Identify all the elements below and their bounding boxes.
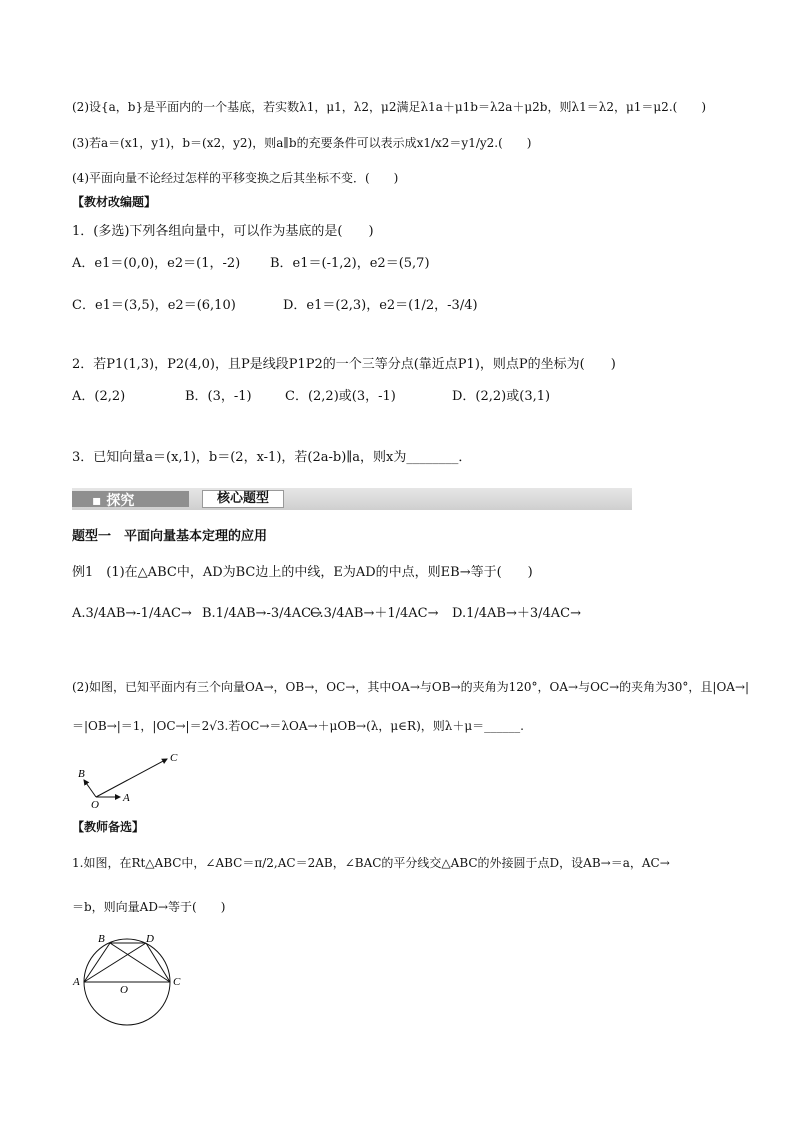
problem1-stem: 1．(多选)下列各组向量中，可以作为基底的是( ) (72, 224, 374, 239)
section-banner (72, 488, 632, 510)
problem2-option-a: A．(2,2) (72, 389, 126, 404)
problem2-stem: 2．若P1(1,3)，P2(4,0)，且P是线段P1P2的一个三等分点(靠近点P1)，则点P的坐标为( ) (72, 357, 616, 372)
problem1-option-d: D．e1＝(2,3)，e2＝(1/2，-3/4) (283, 298, 478, 313)
judge-q3: (3)若a＝(x1，y1)，b＝(x2，y2)，则a∥b的充要条件可以表示成x1/x2＝y1/y2.( ) (72, 136, 532, 150)
banner-left-label: ▪ 探究 (92, 493, 135, 509)
problem2-option-c: C．(2,2)或(3，-1) (285, 389, 396, 404)
segment-ab (84, 943, 110, 982)
example1-part1: 例1 (1)在△ABC中，AD为BC边上的中线，E为AD的中点，则EB→等于( ) (72, 565, 533, 580)
segment-ad (84, 943, 146, 982)
label-c2: C (173, 976, 181, 988)
circle-figure (70, 930, 200, 1040)
label-c: C (170, 752, 178, 764)
problem1-option-b: B．e1＝(-1,2)，e2＝(5,7) (270, 256, 430, 271)
label-b2: B (98, 933, 105, 945)
label-b: B (78, 768, 85, 780)
vector-figure (72, 750, 202, 810)
segment-dc (146, 943, 170, 982)
vector-ob (84, 780, 96, 797)
example1-option-a: A.3/4AB→-1/4AC→ (72, 606, 192, 621)
label-o: O (91, 799, 99, 810)
vector-oc (96, 759, 167, 797)
teacher-problem1-line2: ＝b，则向量AD→等于( ) (72, 900, 226, 914)
example1-part2-line1: (2)如图，已知平面内有三个向量OA→，OB→，OC→，其中OA→与OB→的夹角为120°，OA→与OC→的夹角为30°，且|OA→| (72, 680, 750, 694)
problem2-option-d: D．(2,2)或(3,1) (452, 389, 551, 404)
problem1-option-c: C．e1＝(3,5)，e2＝(6,10) (72, 298, 236, 313)
teacher-problem1-line1: 1.如图，在Rt△ABC中，∠ABC＝π/2,AC＝2AB，∠BAC的平分线交△ABC的外接圆于点D，设AB→＝a，AC→ (72, 856, 670, 870)
label-a: A (123, 792, 130, 804)
example1-option-c: C.3/4AB→＋1/4AC→ (310, 606, 439, 621)
banner-right-label: 核心题型 (202, 490, 284, 508)
type1-heading: 题型一 平面向量基本定理的应用 (72, 529, 268, 544)
example1-part2-line2: ＝|OB→|＝1，|OC→|＝2√3.若OC→＝λOA→＋μOB→(λ，μ∈R)，则λ＋μ＝______. (72, 719, 524, 733)
problem3: 3．已知向量a＝(x,1)，b＝(2，x-1)，若(2a-b)∥a，则x为________． (72, 450, 472, 465)
label-o2: O (120, 984, 128, 996)
textbook-heading: 【教材改编题】 (72, 195, 157, 209)
problem2-option-b: B．(3，-1) (185, 389, 252, 404)
teacher-heading: 【教师备选】 (72, 820, 145, 834)
example1-option-d: D.1/4AB→＋3/4AC→ (452, 606, 581, 621)
judge-q4: (4)平面向量不论经过怎样的平移变换之后其坐标不变．( ) (72, 171, 399, 185)
problem1-option-a: A．e1＝(0,0)，e2＝(1，-2) (72, 256, 241, 271)
label-a2: A (73, 976, 80, 988)
label-d: D (146, 933, 154, 945)
example1-option-b: B.1/4AB→-3/4AC→ (202, 606, 322, 621)
segment-bc (110, 943, 170, 982)
judge-q2: (2)设{a，b}是平面内的一个基底，若实数λ1，μ1，λ2，μ2满足λ1a＋μ1b＝λ2a＋μ2b，则λ1＝λ2，μ1＝μ2.( ) (72, 100, 706, 114)
